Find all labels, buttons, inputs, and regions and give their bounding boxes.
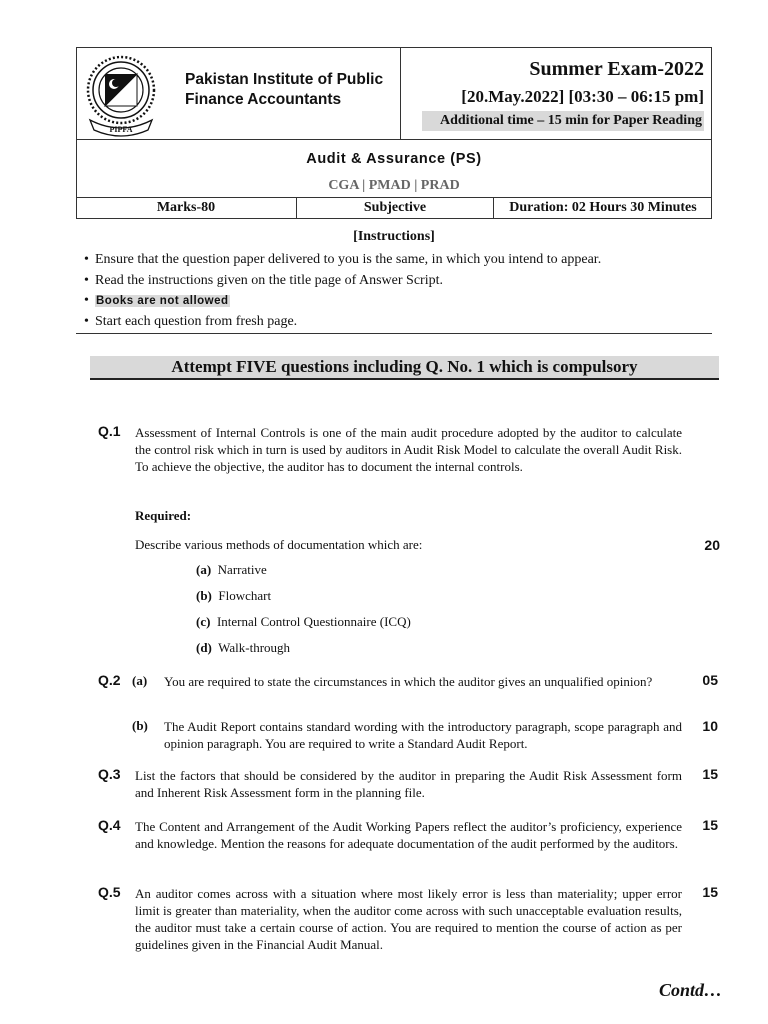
bullet-icon: •: [84, 252, 89, 267]
question-number: Q.2: [98, 672, 121, 688]
q1-option-c: (c) Internal Control Questionnaire (ICQ): [196, 614, 411, 629]
header-divider: [76, 139, 712, 140]
question-text: The Content and Arrangement of the Audit Working Papers reflect the auditor’s proficiency, experience and knowledge. Mention the reasons for adequate documentation of the audit performed by the auditors.: [135, 819, 682, 851]
bullet-icon: •: [84, 293, 89, 308]
question-number: Q.4: [98, 817, 121, 833]
question-number: Q.3: [98, 766, 121, 782]
question-prompt: Describe various methods of documentation which are:: [135, 537, 423, 552]
instruction-item: • Ensure that the question paper delivered to you is the same, in which you intend to appear.: [84, 250, 601, 271]
instructions-list: [84, 250, 601, 332]
q2-part-a-label: (a): [132, 673, 148, 688]
paper-type: Subjective: [363, 200, 427, 215]
question-marks: 10: [702, 718, 718, 734]
required-label: Required:: [135, 508, 192, 523]
question-marks: 05: [702, 672, 718, 688]
exam-duration: Duration: 02 Hours 30 Minutes: [509, 200, 697, 215]
instruction-item: • Start each question from fresh page.: [84, 312, 601, 333]
q2-part-b-text: The Audit Report contains standard wording with the introductory paragraph, scope paragraph and opinion paragraph. You are required to write a Standard Audit Report.: [164, 719, 682, 751]
q2-part-a-text: You are required to state the circumstances in which the auditor gives an unqualified opinion?: [164, 674, 653, 689]
continued-note: Contd…: [658, 980, 722, 1000]
question-marks: 15: [702, 884, 718, 900]
total-marks: Marks-80: [156, 200, 216, 215]
instructions-heading: [Instructions]: [353, 229, 435, 244]
header-divider: [76, 197, 712, 198]
exam-title: Summer Exam-2022: [529, 58, 704, 80]
question-text: List the factors that should be considered by the auditor in preparing the Audit Risk Assessment form and Inherent Risk Assessment form in the planning file.: [135, 768, 682, 800]
programs-line: CGA | PMAD | PRAD: [328, 178, 460, 193]
instructions-divider: [76, 333, 712, 334]
header-divider: [400, 47, 401, 140]
subject-title: Audit & Assurance (PS): [306, 151, 482, 167]
institute-name-line1: Pakistan Institute of Public: [185, 71, 384, 88]
pipfa-logo: [80, 52, 162, 138]
bullet-icon: •: [84, 313, 89, 329]
books-not-allowed-highlight: Books are not allowed: [96, 295, 229, 307]
attempt-banner: Attempt FIVE questions including Q. No. 1 which is compulsory: [90, 356, 719, 380]
q1-option-a: (a) Narrative: [196, 562, 267, 577]
question-marks: 15: [702, 766, 718, 782]
q1-option-b: (b) Flowchart: [196, 588, 272, 603]
institute-name-line2: Finance Accountants: [185, 91, 342, 108]
question-marks: 15: [702, 817, 718, 833]
q2-part-b-label: (b): [132, 718, 148, 733]
question-text: An auditor comes across with a situation where most likely error is less than materiality; upper error limit is greater than materiality, when the auditor come across with such unacceptable evaluation results, the auditor must take a certain course of action. You are required to mention the course of action as per guidelines given in the Financial Audit Manual.: [135, 886, 682, 952]
instruction-item: [84, 291, 601, 312]
question-text: Assessment of Internal Controls is one of the main audit procedure adopted by the auditor to calculate the control risk which in turn is used by auditors in Audit Risk Model to calculate the overall Audit Risk. To achieve the objective, the auditor has to document the internal controls.: [135, 425, 682, 474]
svg-text:PIPFA: PIPFA: [109, 125, 133, 134]
question-number: Q.5: [98, 884, 121, 900]
additional-time-note: Additional time – 15 min for Paper Reading: [422, 111, 704, 131]
institute-name: [185, 70, 383, 110]
q1-option-d: (d) Walk-through: [196, 640, 291, 655]
question-number: Q.1: [98, 423, 121, 439]
question-marks: 20: [704, 537, 720, 553]
bullet-icon: •: [84, 272, 89, 288]
exam-date: [20.May.2022] [03:30 – 06:15 pm]: [461, 87, 704, 106]
instruction-item: • Read the instructions given on the title page of Answer Script.: [84, 271, 601, 292]
